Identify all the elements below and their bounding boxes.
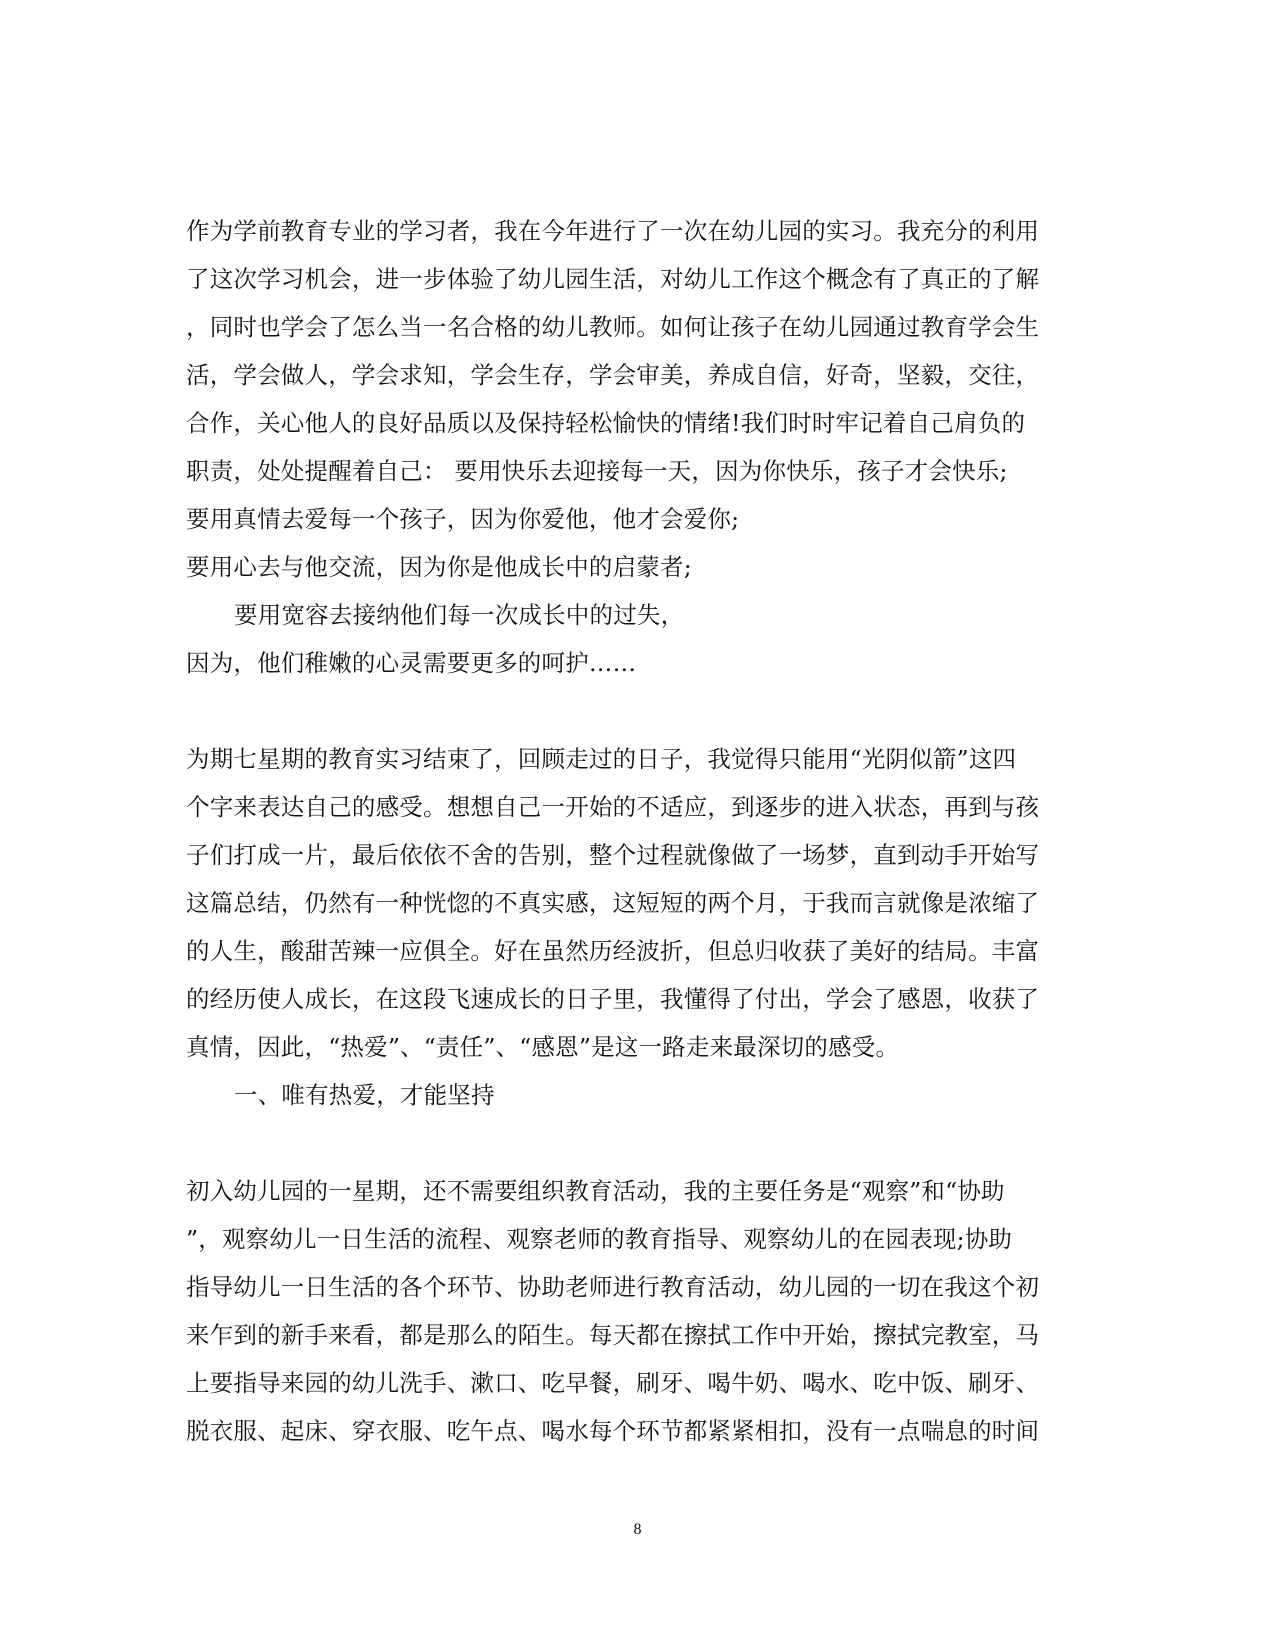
text-line: 要用真情去爱每一个孩子，因为你爱他，他才会爱你;	[186, 505, 740, 533]
text-line: 要用心去与他交流，因为你是他成长中的启蒙者;	[186, 553, 692, 581]
text-line: 为期七星期的教育实习结束了，回顾走过的日子，我觉得只能用“光阴似箭”这四	[186, 745, 1017, 773]
text-line: 个字来表达自己的感受。想想自己一开始的不适应，到逐步的进入状态，再到与孩	[186, 793, 1040, 821]
section-heading: 一、唯有热爱，才能坚持	[234, 1081, 495, 1109]
text-line: 来乍到的新手来看，都是那么的陌生。每天都在擦拭工作中开始，擦拭完教室，马	[186, 1321, 1040, 1349]
paragraph-summary	[186, 735, 1086, 1071]
text-line: 子们打成一片，最后依依不舍的告别，整个过程就像做了一场梦，直到动手开始写	[186, 841, 1040, 869]
text-line: 要用宽容去接纳他们每一次成长中的过失，	[234, 601, 685, 629]
paragraph-gap	[186, 1119, 1086, 1167]
text-line: 活，学会做人，学会求知，学会生存，学会审美，养成自信，好奇，坚毅，交往，	[186, 361, 1040, 389]
text-line: 职责，处处提醒着自己： 要用快乐去迎接每一天，因为你快乐，孩子才会快乐;	[186, 457, 1008, 485]
text-line: 合作，关心他人的良好品质以及保持轻松愉快的情绪!我们时时牢记着自己肩负的	[186, 409, 1026, 437]
paragraph-first-week	[186, 1167, 1086, 1455]
paragraph-intro	[186, 207, 1086, 687]
text-line: 因为，他们稚嫩的心灵需要更多的呵护……	[186, 649, 637, 677]
page-number: 8	[633, 1521, 642, 1538]
text-line: 的经历使人成长，在这段飞速成长的日子里，我懂得了付出，学会了感恩，收获了	[186, 985, 1040, 1013]
document-body	[186, 207, 1086, 1455]
text-line: 脱衣服、起床、穿衣服、吃午点、喝水每个环节都紧紧相扣，没有一点喘息的时间	[186, 1417, 1040, 1445]
paragraph-gap	[186, 687, 1086, 735]
text-line: 作为学前教育专业的学习者，我在今年进行了一次在幼儿园的实习。我充分的利用	[186, 217, 1040, 245]
text-line: 上要指导来园的幼儿洗手、漱口、吃早餐，刷牙、喝牛奶、喝水、吃中饭、刷牙、	[186, 1369, 1040, 1397]
text-line: 的人生，酸甜苦辣一应俱全。好在虽然历经波折，但总归收获了美好的结局。丰富	[186, 937, 1040, 965]
text-line: 初入幼儿园的一星期，还不需要组织教育活动，我的主要任务是“观察”和“协助	[186, 1177, 1005, 1205]
text-line: 了这次学习机会，进一步体验了幼儿园生活，对幼儿工作这个概念有了真正的了解	[186, 265, 1040, 293]
text-line: ”，观察幼儿一日生活的流程、观察老师的教育指导、观察幼儿的在园表现;协助	[186, 1225, 1013, 1253]
text-line: 真情，因此，“热爱”、“责任”、“感恩”是这一路走来最深切的感受。	[186, 1033, 900, 1061]
text-line: ，同时也学会了怎么当一名合格的幼儿教师。如何让孩子在幼儿园通过教育学会生	[186, 313, 1040, 341]
text-line: 指导幼儿一日生活的各个环节、协助老师进行教育活动，幼儿园的一切在我这个初	[186, 1273, 1040, 1301]
text-line: 这篇总结，仍然有一种恍惚的不真实感，这短短的两个月，于我而言就像是浓缩了	[186, 889, 1040, 917]
